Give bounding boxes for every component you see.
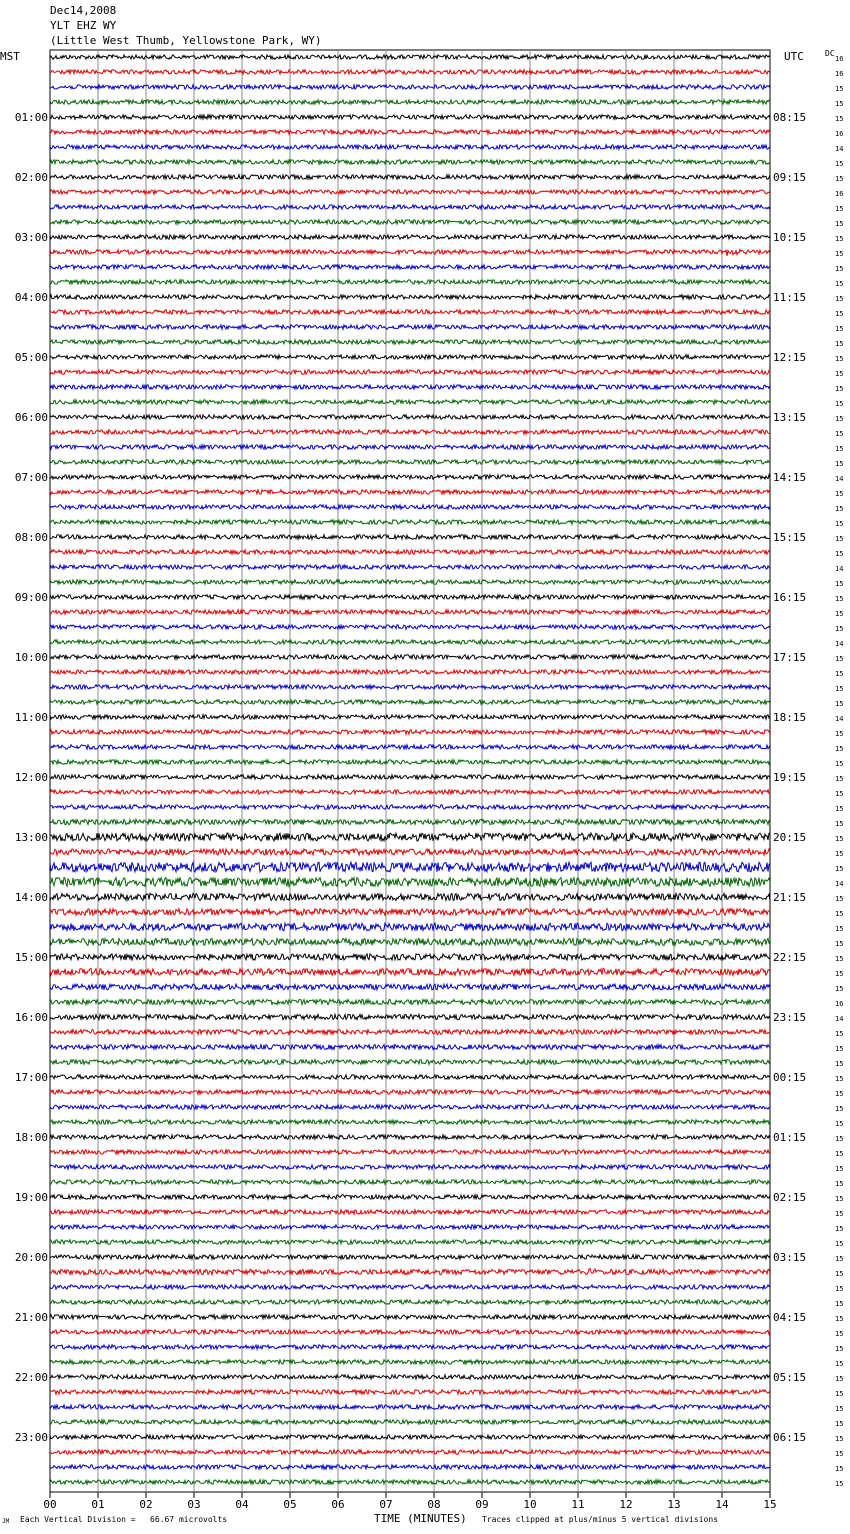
left-hour-label: 10:00	[14, 651, 48, 664]
trace-row	[50, 999, 770, 1004]
dc-value: 14	[835, 475, 844, 483]
corner-mark: JM	[2, 1518, 10, 1525]
trace-row	[50, 1405, 770, 1409]
trace-row	[50, 265, 770, 269]
trace-row	[50, 400, 770, 404]
x-tick-label: 09	[475, 1498, 489, 1511]
trace-row	[50, 1225, 770, 1229]
dc-value: 15	[835, 1255, 844, 1263]
trace-row	[50, 1165, 770, 1169]
dc-value: 15	[835, 325, 844, 333]
dc-value: 15	[835, 1435, 844, 1443]
x-tick-label: 05	[283, 1498, 297, 1511]
trace-row	[50, 1240, 770, 1244]
left-hour-label: 09:00	[14, 591, 48, 604]
trace-row	[50, 580, 770, 584]
trace-row	[50, 100, 770, 104]
trace-row	[50, 894, 770, 901]
header-location: (Little West Thumb, Yellowstone Park, WY)	[50, 34, 322, 47]
trace-row	[50, 640, 770, 644]
trace-row	[50, 625, 770, 629]
trace-row	[50, 340, 770, 344]
dc-value: 15	[835, 520, 844, 528]
right-hour-label: 21:15	[773, 891, 807, 904]
right-hour-label: 10:15	[773, 231, 807, 244]
trace-row	[50, 954, 770, 960]
trace-row	[50, 220, 770, 224]
trace-row	[50, 160, 770, 164]
right-hour-label: 01:15	[773, 1131, 807, 1144]
x-tick-label: 13	[667, 1498, 681, 1511]
trace-row	[50, 1450, 770, 1454]
dc-value: 15	[835, 205, 844, 213]
trace-row	[50, 505, 770, 509]
dc-value: 15	[835, 1210, 844, 1218]
right-hour-label: 03:15	[773, 1251, 807, 1264]
right-hour-label: 19:15	[773, 771, 807, 784]
trace-row	[50, 190, 770, 194]
right-hour-label: 04:15	[773, 1311, 807, 1324]
dc-value: 15	[835, 745, 844, 753]
dc-value: 15	[835, 1150, 844, 1158]
dc-value: 15	[835, 235, 844, 243]
trace-row	[50, 1345, 770, 1349]
dc-value: 15	[835, 430, 844, 438]
trace-row	[50, 923, 770, 930]
dc-value: 15	[835, 1105, 844, 1113]
dc-value: 15	[835, 1405, 844, 1413]
dc-value: 14	[835, 565, 844, 573]
dc-value: 15	[835, 85, 844, 93]
x-tick-label: 08	[427, 1498, 441, 1511]
dc-value: 15	[835, 1135, 844, 1143]
left-hour-label: 18:00	[14, 1131, 48, 1144]
left-hour-label: 03:00	[14, 231, 48, 244]
dc-value: 15	[835, 460, 844, 468]
left-hour-label: 21:00	[14, 1311, 48, 1324]
dc-value: 15	[835, 955, 844, 963]
trace-row	[50, 819, 770, 824]
trace-row	[50, 715, 770, 719]
left-hour-label: 11:00	[14, 711, 48, 724]
x-tick-label: 10	[523, 1498, 537, 1511]
x-tick-label: 14	[715, 1498, 729, 1511]
trace-row	[50, 1375, 770, 1379]
trace-row	[50, 790, 770, 794]
dc-value: 15	[835, 805, 844, 813]
left-hour-label: 20:00	[14, 1251, 48, 1264]
left-hour-label: 14:00	[14, 891, 48, 904]
dc-value: 15	[835, 505, 844, 513]
left-hour-label: 01:00	[14, 111, 48, 124]
dc-value: 14	[835, 880, 844, 888]
dc-value: 15	[835, 385, 844, 393]
scale-note: Each Vertical Division = 66.67 microvolts	[20, 1515, 228, 1524]
dc-value: 15	[835, 1075, 844, 1083]
dc-value: 14	[835, 715, 844, 723]
dc-value: 15	[835, 1360, 844, 1368]
dc-value: 15	[835, 1240, 844, 1248]
dc-value: 15	[835, 730, 844, 738]
dc-value: 15	[835, 415, 844, 423]
dc-value: 15	[835, 1195, 844, 1203]
right-hour-label: 11:15	[773, 291, 807, 304]
dc-value: 15	[835, 370, 844, 378]
trace-row	[50, 205, 770, 209]
right-hour-label: 20:15	[773, 831, 807, 844]
dc-value: 15	[835, 940, 844, 948]
dc-value: 15	[835, 160, 844, 168]
dc-value: 15	[835, 820, 844, 828]
dc-value: 15	[835, 895, 844, 903]
trace-row	[50, 878, 770, 887]
right-hour-label: 00:15	[773, 1071, 807, 1084]
x-tick-label: 15	[763, 1498, 777, 1511]
dc-value: 15	[835, 1450, 844, 1458]
trace-row	[50, 1014, 770, 1019]
trace-row	[50, 70, 770, 74]
left-hour-label: 16:00	[14, 1011, 48, 1024]
trace-row	[50, 1105, 770, 1109]
dc-value: 15	[835, 1045, 844, 1053]
trace-row	[50, 685, 770, 689]
dc-value: 15	[835, 1180, 844, 1188]
trace-row	[50, 1135, 770, 1139]
trace-row	[50, 745, 770, 749]
right-hour-label: 06:15	[773, 1431, 807, 1444]
trace-row	[50, 1269, 770, 1275]
right-hour-label: 14:15	[773, 471, 807, 484]
dc-value: 15	[835, 220, 844, 228]
trace-row	[50, 1360, 770, 1364]
dc-value: 15	[835, 1315, 844, 1323]
trace-row	[50, 1435, 770, 1439]
trace-row	[50, 1255, 770, 1259]
trace-row	[50, 115, 770, 119]
dc-value: 15	[835, 985, 844, 993]
left-hour-label: 04:00	[14, 291, 48, 304]
trace-row	[50, 862, 770, 872]
trace-row	[50, 1120, 770, 1124]
dc-value: 16	[835, 55, 844, 63]
dc-value: 15	[835, 580, 844, 588]
trace-row	[50, 445, 770, 449]
dc-value: 15	[835, 1390, 844, 1398]
trace-row	[50, 490, 770, 494]
trace-row	[50, 565, 770, 569]
trace-row	[50, 310, 770, 314]
trace-row	[50, 939, 770, 946]
x-tick-label: 04	[235, 1498, 249, 1511]
trace-row	[50, 385, 770, 389]
dc-value: 15	[835, 790, 844, 798]
right-hour-label: 15:15	[773, 531, 807, 544]
dc-value: 14	[835, 640, 844, 648]
trace-row	[50, 775, 770, 779]
header-date: Dec14,2008	[50, 4, 117, 17]
trace-row	[50, 700, 770, 704]
dc-value: 15	[835, 655, 844, 663]
trace-row	[50, 969, 770, 976]
dc-value: 15	[835, 1480, 844, 1488]
right-hour-label: 02:15	[773, 1191, 807, 1204]
dc-value: 16	[835, 70, 844, 78]
dc-value: 16	[835, 190, 844, 198]
trace-row	[50, 610, 770, 614]
right-hour-label: 09:15	[773, 171, 807, 184]
trace-row	[50, 295, 770, 299]
trace-row	[50, 1300, 770, 1304]
trace-row	[50, 1330, 770, 1334]
dc-value: 15	[835, 925, 844, 933]
trace-row	[50, 550, 770, 554]
trace-row	[50, 760, 770, 764]
dc-value: 15	[835, 685, 844, 693]
dc-value: 15	[835, 610, 844, 618]
left-hour-label: 02:00	[14, 171, 48, 184]
dc-value: 15	[835, 400, 844, 408]
trace-row	[50, 535, 770, 539]
dc-value: 15	[835, 550, 844, 558]
dc-value: 15	[835, 355, 844, 363]
trace-row	[50, 325, 770, 329]
trace-row	[50, 909, 770, 916]
trace-row	[50, 655, 770, 659]
dc-value: 15	[835, 1270, 844, 1278]
x-tick-label: 01	[91, 1498, 105, 1511]
dc-value: 16	[835, 1000, 844, 1008]
left-hour-label: 17:00	[14, 1071, 48, 1084]
x-tick-label: 00	[43, 1498, 57, 1511]
left-hour-label: 22:00	[14, 1371, 48, 1384]
trace-row	[50, 1150, 770, 1154]
trace-row	[50, 1315, 770, 1319]
right-hour-label: 22:15	[773, 951, 807, 964]
trace-row	[50, 130, 770, 134]
dc-value: 15	[835, 535, 844, 543]
trace-row	[50, 1045, 770, 1050]
dc-value: 15	[835, 1420, 844, 1428]
right-hour-label: 13:15	[773, 411, 807, 424]
left-hour-label: 13:00	[14, 831, 48, 844]
dc-value: 15	[835, 265, 844, 273]
trace-row	[50, 670, 770, 674]
dc-value: 15	[835, 760, 844, 768]
dc-value: 15	[835, 835, 844, 843]
trace-row	[50, 1195, 770, 1199]
trace-row	[50, 1180, 770, 1184]
trace-row	[50, 280, 770, 284]
trace-row	[50, 984, 770, 990]
trace-row	[50, 1285, 770, 1289]
right-hour-label: 16:15	[773, 591, 807, 604]
dc-value: 15	[835, 625, 844, 633]
x-tick-label: 11	[571, 1498, 585, 1511]
trace-row	[50, 1060, 770, 1065]
header-station: YLT EHZ WY	[50, 19, 117, 32]
dc-value: 15	[835, 1120, 844, 1128]
trace-row	[50, 1210, 770, 1214]
dc-value: 15	[835, 310, 844, 318]
dc-value: 15	[835, 1165, 844, 1173]
dc-value: 15	[835, 670, 844, 678]
dc-value: 15	[835, 1030, 844, 1038]
dc-value: 15	[835, 340, 844, 348]
dc-value: 14	[835, 145, 844, 153]
dc-value: 15	[835, 490, 844, 498]
trace-row	[50, 595, 770, 599]
left-hour-label: 19:00	[14, 1191, 48, 1204]
trace-row	[50, 1480, 770, 1484]
left-hour-label: 07:00	[14, 471, 48, 484]
dc-value: 15	[835, 910, 844, 918]
trace-row	[50, 1090, 770, 1094]
right-timezone-label: UTC	[784, 50, 804, 63]
x-tick-label: 03	[187, 1498, 201, 1511]
dc-value: 15	[835, 280, 844, 288]
dc-value: 15	[835, 865, 844, 873]
dc-value: 16	[835, 130, 844, 138]
dc-value: 15	[835, 1060, 844, 1068]
right-hour-label: 05:15	[773, 1371, 807, 1384]
trace-row	[50, 805, 770, 809]
dc-value: 15	[835, 1225, 844, 1233]
trace-row	[50, 415, 770, 419]
dc-value: 15	[835, 850, 844, 858]
dc-value: 15	[835, 295, 844, 303]
right-hour-label: 12:15	[773, 351, 807, 364]
dc-value: 14	[835, 1015, 844, 1023]
dc-value: 15	[835, 1090, 844, 1098]
dc-value: 15	[835, 115, 844, 123]
trace-row	[50, 235, 770, 239]
trace-row	[50, 249, 770, 256]
right-hour-label: 23:15	[773, 1011, 807, 1024]
trace-row	[50, 520, 770, 524]
trace-row	[50, 1075, 770, 1079]
dc-value: 15	[835, 1330, 844, 1338]
trace-row	[50, 475, 770, 479]
trace-row	[50, 175, 770, 179]
trace-row	[50, 730, 770, 734]
trace-row	[50, 1420, 770, 1424]
left-hour-label: 12:00	[14, 771, 48, 784]
trace-row	[50, 849, 770, 855]
left-timezone-label: MST	[0, 50, 20, 63]
dc-value: 15	[835, 1285, 844, 1293]
trace-row	[50, 430, 770, 434]
x-tick-label: 06	[331, 1498, 345, 1511]
trace-row	[50, 1465, 770, 1469]
trace-row	[50, 1390, 770, 1394]
right-hour-label: 17:15	[773, 651, 807, 664]
dc-value: 15	[835, 100, 844, 108]
dc-value: 15	[835, 595, 844, 603]
trace-row	[50, 1030, 770, 1035]
dc-label: DC	[825, 49, 835, 58]
trace-row	[50, 370, 770, 374]
trace-row	[50, 460, 770, 464]
dc-value: 15	[835, 175, 844, 183]
left-hour-label: 05:00	[14, 351, 48, 364]
trace-row	[50, 55, 770, 59]
trace-row	[50, 833, 770, 841]
right-hour-label: 08:15	[773, 111, 807, 124]
trace-row	[50, 355, 770, 359]
x-axis-label: TIME (MINUTES)	[374, 1512, 467, 1525]
left-hour-label: 23:00	[14, 1431, 48, 1444]
dc-value: 15	[835, 1465, 844, 1473]
dc-value: 15	[835, 700, 844, 708]
dc-value: 15	[835, 775, 844, 783]
trace-row	[50, 85, 770, 89]
x-tick-label: 07	[379, 1498, 393, 1511]
clip-note: Traces clipped at plus/minus 5 vertical divisions	[482, 1515, 719, 1524]
trace-row	[50, 145, 770, 149]
left-hour-label: 08:00	[14, 531, 48, 544]
dc-value: 15	[835, 970, 844, 978]
dc-value: 15	[835, 1300, 844, 1308]
left-hour-label: 15:00	[14, 951, 48, 964]
right-hour-label: 18:15	[773, 711, 807, 724]
x-tick-label: 02	[139, 1498, 153, 1511]
dc-value: 15	[835, 445, 844, 453]
dc-value: 15	[835, 1345, 844, 1353]
left-hour-label: 06:00	[14, 411, 48, 424]
dc-value: 15	[835, 250, 844, 258]
dc-value: 15	[835, 1375, 844, 1383]
x-tick-label: 12	[619, 1498, 633, 1511]
